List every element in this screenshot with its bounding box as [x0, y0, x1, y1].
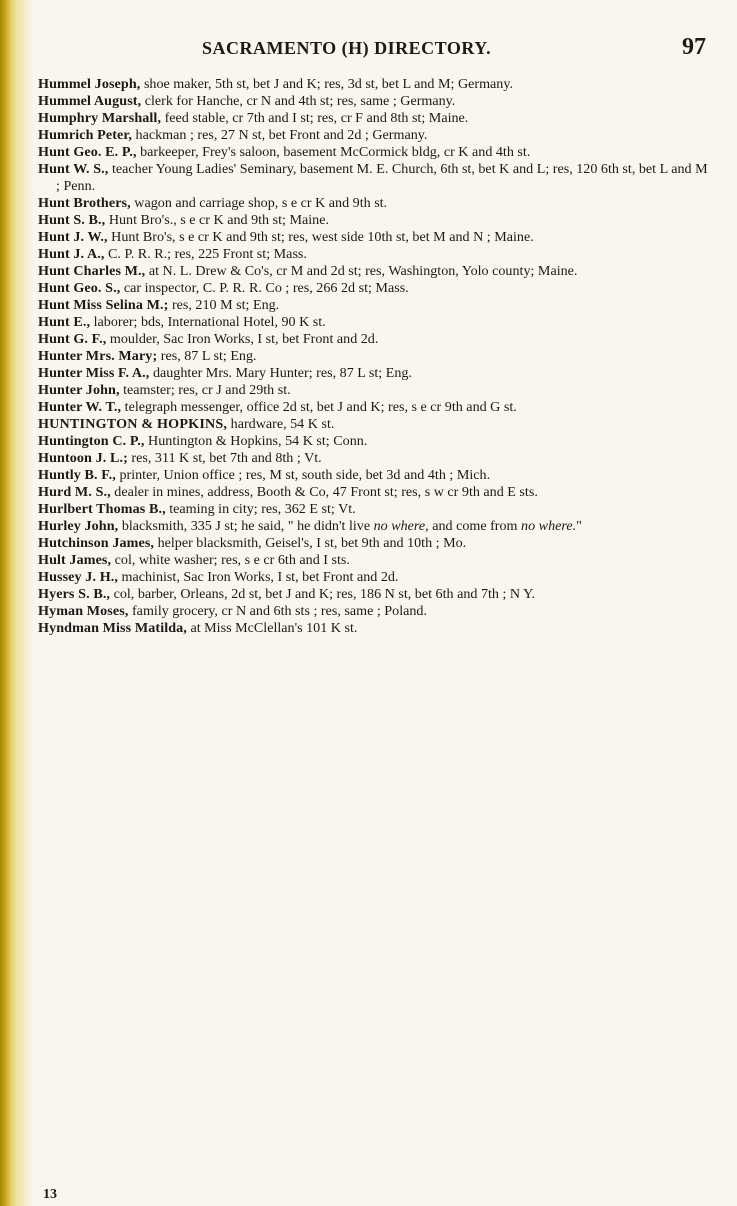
entry-name: Hyers S. B.,: [38, 586, 111, 602]
directory-entry: [38, 195, 714, 212]
entry-name: Hunt Brothers,: [38, 195, 131, 211]
directory-entry: [38, 433, 714, 450]
page-number: 97: [682, 34, 706, 60]
entry-details: ": [576, 518, 582, 534]
entry-details: machinist, Sac Iron Works, I st, bet Front and 2d.: [118, 569, 399, 585]
entry-details: res, 87 L st; Eng.: [157, 348, 257, 364]
entry-name: HUNTINGTON & HOPKINS,: [38, 416, 228, 432]
entry-details: dealer in mines, address, Booth & Co, 47 Front st; res, s w cr 9th and E sts.: [110, 484, 538, 500]
directory-entry: [38, 314, 714, 331]
directory-entry: [38, 569, 714, 586]
directory-entry: [38, 229, 714, 246]
entry-details: Hunt Bro's, s e cr K and 9th st; res, west side 10th st, bet M and N ; Maine.: [107, 229, 534, 245]
entry-details: at N. L. Drew & Co's, cr M and 2d st; res, Washington, Yolo county; Maine.: [145, 263, 578, 279]
directory-entry: [38, 246, 714, 263]
entry-details: clerk for Hanche, cr N and 4th st; res, same ; Germany.: [141, 93, 456, 109]
entry-name: Hunt Geo. S.,: [38, 280, 121, 296]
directory-entry: [38, 501, 714, 518]
entry-name: Huntington C. P.,: [38, 433, 145, 449]
entry-name: Hurley John,: [38, 518, 119, 534]
directory-entry: [38, 552, 714, 569]
page-binding-edge: [0, 0, 34, 1206]
entry-details: res, 311 K st, bet 7th and 8th ; Vt.: [127, 450, 322, 466]
directory-entry: [38, 280, 714, 297]
entry-details: hackman ; res, 27 N st, bet Front and 2d ; Germany.: [132, 127, 428, 143]
entry-name: Hummel August,: [38, 93, 142, 109]
directory-entry: [38, 127, 714, 144]
entry-name: Hunt E.,: [38, 314, 91, 330]
entry-details: res, 210 M st; Eng.: [168, 297, 280, 313]
entry-name: Hunt J. W.,: [38, 229, 108, 245]
entry-details: helper blacksmith, Geisel's, I st, bet 9th and 10th ; Mo.: [154, 535, 467, 551]
directory-entry: [38, 331, 714, 348]
directory-entry: [38, 144, 714, 161]
entry-details: shoe maker, 5th st, bet J and K; res, 3d st, bet L and M; Germany.: [140, 76, 514, 92]
entry-name: Hunt G. F.,: [38, 331, 107, 347]
entry-details: blacksmith, 335 J st; he said, " he didn't live: [118, 518, 374, 534]
directory-entry: [38, 297, 714, 314]
entry-name: Hunt S. B.,: [38, 212, 106, 228]
directory-entry: [38, 93, 714, 110]
directory-entry: [38, 110, 714, 127]
entry-details: telegraph messenger, office 2d st, bet J and K; res, s e cr 9th and G st.: [121, 399, 517, 415]
directory-entry: [38, 161, 714, 195]
entry-details: barkeeper, Frey's saloon, basement McCormick bldg, cr K and 4th st.: [136, 144, 531, 160]
entry-name: Hunter John,: [38, 382, 120, 398]
entry-name: Hunt W. S.,: [38, 161, 109, 177]
entry-details: hardware, 54 K st.: [227, 416, 335, 432]
directory-entry: [38, 586, 714, 603]
entry-name: Humphry Marshall,: [38, 110, 162, 126]
entry-details: teacher Young Ladies' Seminary, basement M. E. Church, 6th st, bet K and L; res, 120 6th st, bet L and M ; Penn.: [56, 161, 708, 194]
entry-details: Hunt Bro's., s e cr K and 9th st; Maine.: [105, 212, 330, 228]
directory-entries: [38, 76, 714, 637]
entry-name: Hurlbert Thomas B.,: [38, 501, 166, 517]
entry-quote-emphasis: no where.: [521, 518, 577, 534]
entry-details: C. P. R. R.; res, 225 Front st; Mass.: [104, 246, 307, 262]
entry-name: Hunt J. A.,: [38, 246, 105, 262]
directory-entry: [38, 467, 714, 484]
directory-entry: [38, 212, 714, 229]
entry-details: daughter Mrs. Mary Hunter; res, 87 L st; Eng.: [149, 365, 412, 381]
directory-entry: [38, 603, 714, 620]
directory-entry: [38, 76, 714, 93]
entry-details: printer, Union office ; res, M st, south side, bet 3d and 4th ; Mich.: [115, 467, 491, 483]
entry-details: wagon and carriage shop, s e cr K and 9th st.: [130, 195, 388, 211]
entry-details: moulder, Sac Iron Works, I st, bet Front and 2d.: [106, 331, 379, 347]
entry-name: Huntoon J. L.;: [38, 450, 128, 466]
entry-details: car inspector, C. P. R. R. Co ; res, 266 2d st; Mass.: [120, 280, 409, 296]
firm-entry: [38, 416, 714, 433]
entry-name: Humrich Peter,: [38, 127, 133, 143]
entry-name: Hussey J. H.,: [38, 569, 118, 585]
entry-name: Hult James,: [38, 552, 112, 568]
directory-entry: [38, 382, 714, 399]
directory-entry: [38, 484, 714, 501]
entry-details: and come from: [428, 518, 522, 534]
signature-mark: 13: [43, 1187, 57, 1202]
directory-entry: [38, 263, 714, 280]
entry-quote-emphasis: no where,: [373, 518, 429, 534]
entry-name: Hyndman Miss Matilda,: [38, 620, 187, 636]
entry-name: Hyman Moses,: [38, 603, 129, 619]
entry-details: family grocery, cr N and 6th sts ; res, same ; Poland.: [128, 603, 427, 619]
directory-entry: [38, 518, 714, 535]
entry-details: Huntington & Hopkins, 54 K st; Conn.: [144, 433, 368, 449]
directory-entry: [38, 450, 714, 467]
entry-details: col, barber, Orleans, 2d st, bet J and K; res, 186 N st, bet 6th and 7th ; N Y.: [110, 586, 535, 602]
running-header: [166, 34, 706, 68]
entry-details: laborer; bds, International Hotel, 90 K st.: [90, 314, 326, 330]
entry-details: teaming in city; res, 362 E st; Vt.: [165, 501, 356, 517]
directory-entry: [38, 365, 714, 382]
entry-name: Huntly B. F.,: [38, 467, 116, 483]
entry-details: at Miss McClellan's 101 K st.: [186, 620, 358, 636]
entry-name: Hunter Mrs. Mary;: [38, 348, 158, 364]
entry-name: Hurd M. S.,: [38, 484, 111, 500]
directory-entry: [38, 399, 714, 416]
directory-entry: [38, 620, 714, 637]
entry-name: Hutchinson James,: [38, 535, 155, 551]
entry-name: Hunter Miss F. A.,: [38, 365, 150, 381]
entry-name: Hunt Charles M.,: [38, 263, 146, 279]
entry-details: teamster; res, cr J and 29th st.: [119, 382, 291, 398]
page-title: SACRAMENTO (H) DIRECTORY.: [202, 38, 492, 58]
entry-name: Hunter W. T.,: [38, 399, 122, 415]
entry-name: Hummel Joseph,: [38, 76, 141, 92]
directory-entry: [38, 348, 714, 365]
entry-name: Hunt Miss Selina M.;: [38, 297, 169, 313]
entry-name: Hunt Geo. E. P.,: [38, 144, 137, 160]
directory-entry: [38, 535, 714, 552]
entry-details: feed stable, cr 7th and I st; res, cr F and 8th st; Maine.: [161, 110, 469, 126]
entry-details: col, white washer; res, s e cr 6th and I sts.: [111, 552, 350, 568]
